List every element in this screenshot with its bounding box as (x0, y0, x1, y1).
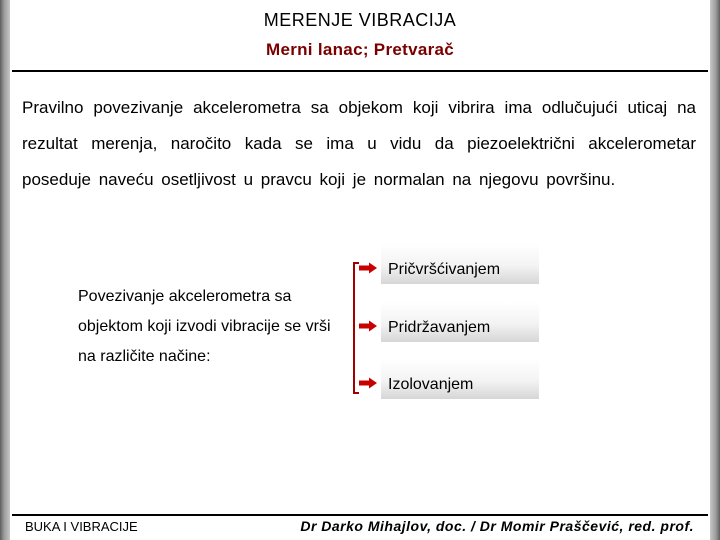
slide-title: MERENJE VIBRACIJA (263, 10, 457, 30)
body-paragraph: Pravilno povezivanje akcelerometra sa objekom koji vibrira ima odlučujući uticaj na rezultat merenja, naročito kada se ima u vidu da piezoelektrični akcelerometar poseduje naveću osetljivost u pravcu koji je normalan na njegovu površinu. (22, 98, 696, 189)
footer-authors: Dr Darko Mihajlov, doc. / Dr Momir Praščević, red. prof. (300, 518, 694, 534)
footer-divider (12, 514, 708, 516)
arrow-icon (358, 262, 378, 274)
method-box-attaching: Pričvršćivanjem (381, 244, 539, 284)
footer-course-title: BUKA I VIBRACIJE (25, 519, 138, 534)
slide-subtitle: Merni lanac; Pretvarač (265, 40, 455, 59)
right-frame-border (710, 0, 720, 540)
method-box-isolating: Izolovanjem (381, 359, 539, 399)
left-frame-border (0, 0, 10, 540)
arrow-icon (358, 320, 378, 332)
intro-text: Povezivanje akcelerometra sa objektom koji izvodi vibracije se vrši na različite načine: (78, 288, 331, 365)
arrow-icon (358, 377, 378, 389)
header-divider (12, 70, 708, 72)
method-box-holding: Pridržavanjem (381, 302, 539, 342)
